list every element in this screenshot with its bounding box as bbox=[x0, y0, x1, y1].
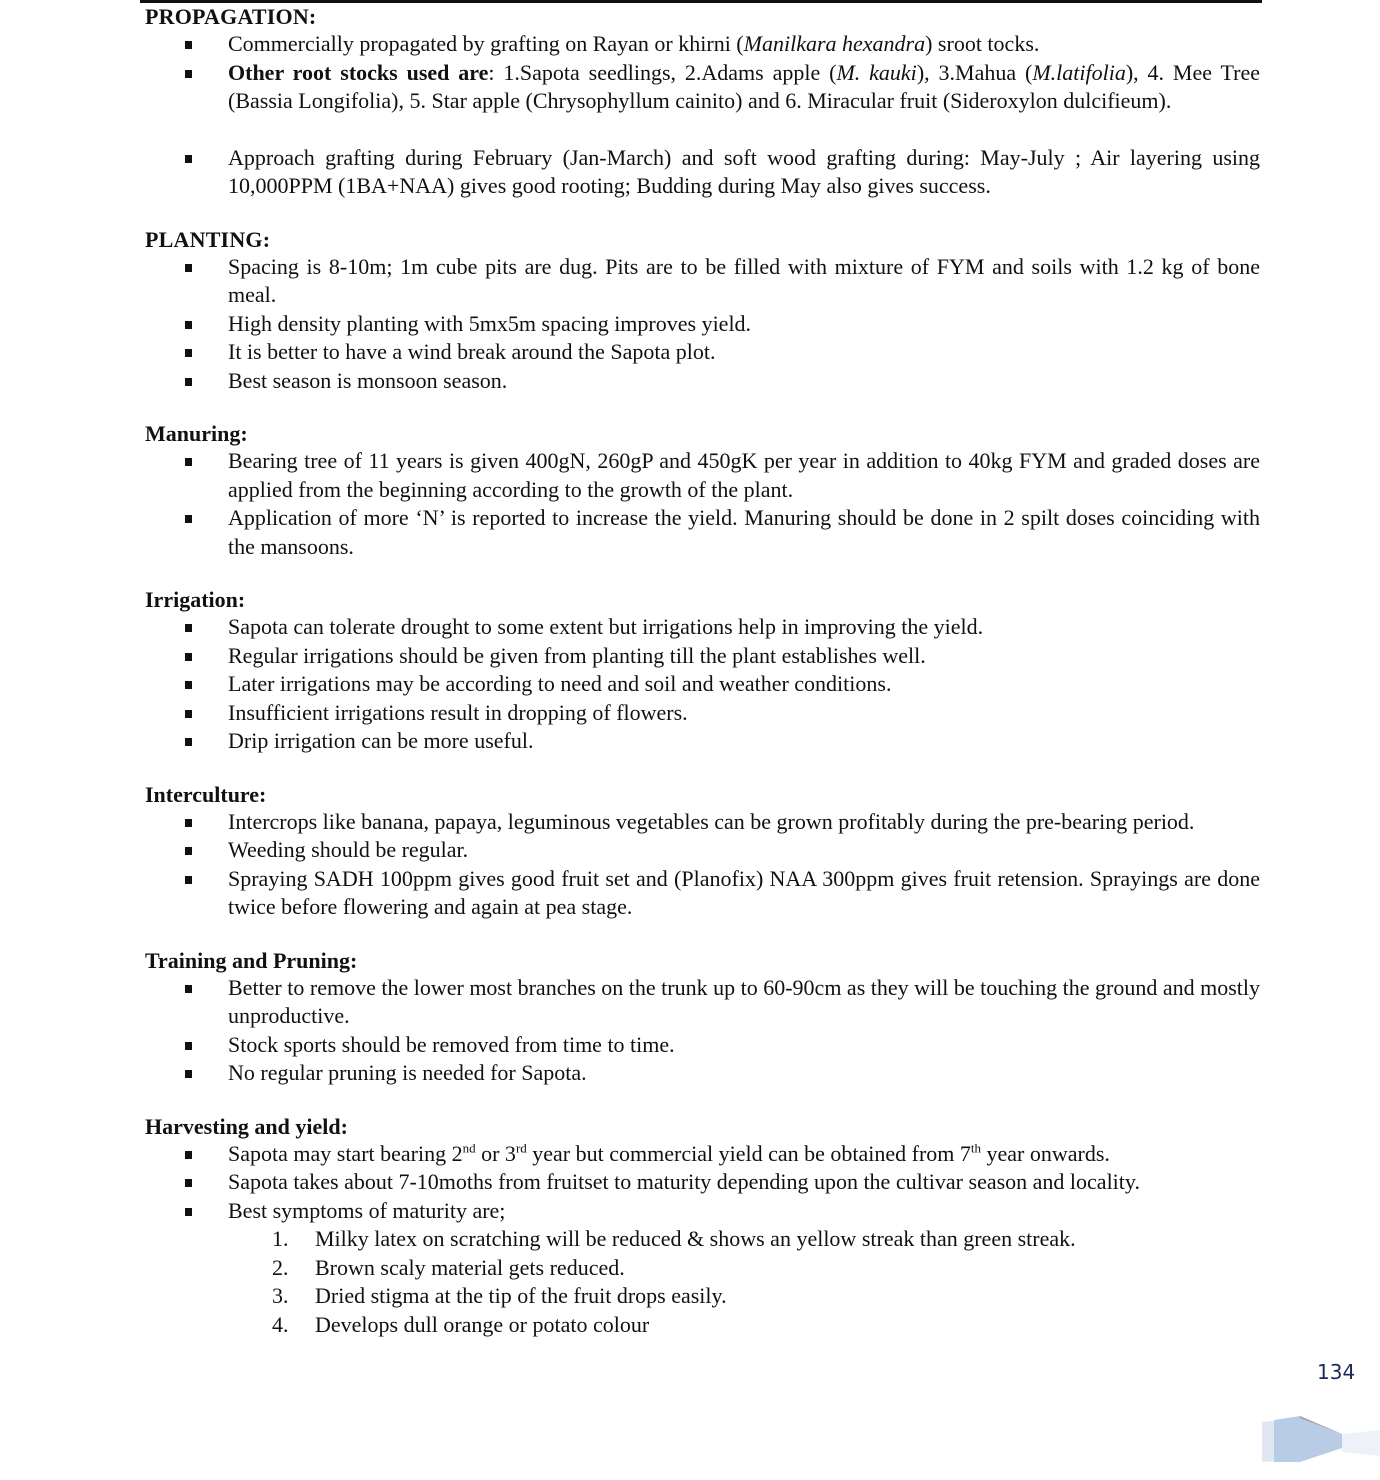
list-item: Insufficient irrigations result in dropping of flowers. bbox=[145, 699, 1260, 728]
bullet-icon bbox=[185, 349, 192, 357]
list-item: Regular irrigations should be given from planting till the plant establishes well. bbox=[145, 642, 1260, 671]
numbered-item: 2. Brown scaly material gets reduced. bbox=[272, 1254, 625, 1280]
bullet-icon bbox=[185, 515, 192, 523]
list-item: Stock sports should be removed from time to time. bbox=[145, 1031, 1260, 1060]
section-heading: Interculture: bbox=[145, 781, 267, 807]
numbered-item: 3. Dried stigma at the tip of the fruit drops easily. bbox=[272, 1283, 727, 1308]
list-item: No regular pruning is needed for Sapota. bbox=[145, 1059, 1260, 1088]
bullet-icon bbox=[185, 847, 192, 855]
list-item: Weeding should be regular. bbox=[145, 836, 1260, 865]
bullet-icon bbox=[185, 155, 192, 163]
list-item: Later irrigations may be according to need and soil and weather conditions. bbox=[145, 670, 1260, 699]
list-item: Sapota may start bearing 2nd or 3rd year but commercial yield can be obtained from 7th year onwards. bbox=[145, 1140, 1260, 1169]
bullet-icon bbox=[185, 378, 192, 386]
list-item: Drip irrigation can be more useful. bbox=[145, 727, 1260, 756]
bullet-icon bbox=[185, 819, 192, 827]
list-item: Application of more ‘N’ is reported to increase the yield. Manuring should be done in 2 spilt doses coinciding with the mansoons. bbox=[145, 504, 1260, 561]
section-interculture bbox=[145, 782, 1260, 922]
document-page bbox=[145, 4, 1260, 1365]
list-item: Best season is monsoon season. bbox=[145, 367, 1260, 396]
page-number: 134 bbox=[1317, 1360, 1356, 1384]
bullet-icon bbox=[185, 653, 192, 661]
bullet-icon bbox=[185, 321, 192, 329]
section-harvesting bbox=[145, 1114, 1260, 1340]
section-planting bbox=[145, 227, 1260, 396]
list-item: Better to remove the lower most branches on the trunk up to 60-90cm as they will be touching the ground and mostly unproductive. bbox=[145, 974, 1260, 1031]
section-heading: Irrigation: bbox=[145, 587, 246, 612]
list-item: It is better to have a wind break around the Sapota plot. bbox=[145, 338, 1260, 367]
bullet-icon bbox=[185, 1208, 192, 1216]
section-training-pruning bbox=[145, 948, 1260, 1088]
bullet-icon bbox=[185, 70, 192, 78]
maturity-symptoms-list bbox=[145, 1225, 1260, 1339]
top-rule bbox=[140, 0, 1262, 3]
bullet-icon bbox=[185, 710, 192, 718]
bullet-icon bbox=[185, 876, 192, 884]
list-item: High density planting with 5mx5m spacing improves yield. bbox=[145, 310, 1260, 339]
list-item: Intercrops like banana, papaya, leguminous vegetables can be grown profitably during the pre-bearing period. bbox=[145, 808, 1260, 837]
section-heading: PLANTING: bbox=[145, 226, 271, 252]
numbered-item: 1. Milky latex on scratching will be reduced & shows an yellow streak than green streak. bbox=[272, 1226, 1076, 1251]
list-item: Other root stocks used are: 1.Sapota seedlings, 2.Adams apple (M. kauki), 3.Mahua (M.latifolia), 4. Mee Tree (Bassia Longifolia), 5. Star apple (Chrysophyllum cainito) and 6. Miracular fruit (Sideroxylon dulcifieum). bbox=[145, 59, 1260, 116]
bullet-icon bbox=[185, 985, 192, 993]
bullet-icon bbox=[185, 624, 192, 632]
list-item: Best symptoms of maturity are; bbox=[145, 1197, 1260, 1226]
section-heading: Training and Pruning: bbox=[145, 947, 358, 973]
list-item: Sapota takes about 7-10moths from fruitset to maturity depending upon the cultivar season and locality. bbox=[145, 1168, 1260, 1197]
bullet-icon bbox=[185, 1042, 192, 1050]
bullet-icon bbox=[185, 458, 192, 466]
list-item: Sapota can tolerate drought to some extent but irrigations help in improving the yield. bbox=[145, 613, 1260, 642]
section-manuring bbox=[145, 421, 1260, 561]
bullet-icon bbox=[185, 738, 192, 746]
section-heading: Harvesting and yield: bbox=[145, 1113, 348, 1139]
list-item: Commercially propagated by grafting on Rayan or khirni (Manilkara hexandra) sroot tocks. bbox=[145, 30, 1260, 59]
bullet-icon bbox=[185, 41, 192, 49]
list-item: Spraying SADH 100ppm gives good fruit set and (Planofix) NAA 300ppm gives fruit retension. Sprayings are done twice before flowering and again at pea stage. bbox=[145, 865, 1260, 922]
section-heading: PROPAGATION: bbox=[145, 4, 317, 29]
list-item: Spacing is 8-10m; 1m cube pits are dug. Pits are to be filled with mixture of FYM and soils with 1.2 kg of bone meal. bbox=[145, 253, 1260, 310]
bullet-icon bbox=[185, 264, 192, 272]
list-item: Bearing tree of 11 years is given 400gN, 260gP and 450gK per year in addition to 40kg FYM and graded doses are applied from the beginning according to the growth of the plant. bbox=[145, 447, 1260, 504]
section-heading: Manuring: bbox=[145, 421, 248, 446]
section-propagation bbox=[145, 4, 1260, 201]
bullet-icon bbox=[185, 681, 192, 689]
bullet-icon bbox=[185, 1151, 192, 1159]
page-corner-decoration-icon bbox=[1262, 1412, 1380, 1464]
section-irrigation bbox=[145, 587, 1260, 756]
numbered-item: 4. Develops dull orange or potato colour bbox=[272, 1311, 650, 1337]
bullet-icon bbox=[185, 1070, 192, 1078]
list-item: Approach grafting during February (Jan-March) and soft wood grafting during: May-July ; Air layering using 10,000PPM (1BA+NAA) gives good rooting; Budding during May also gives success. bbox=[145, 144, 1260, 201]
bullet-icon bbox=[185, 1179, 192, 1187]
